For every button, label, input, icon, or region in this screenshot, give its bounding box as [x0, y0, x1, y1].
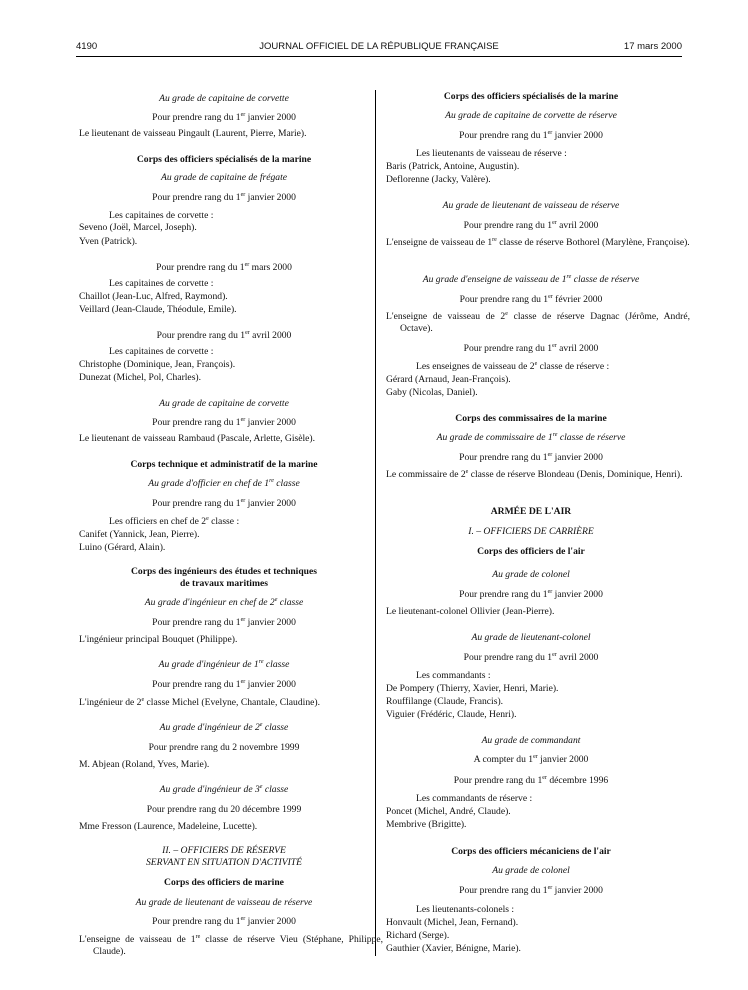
right-line: Pour prendre rang du 1er avril 2000: [463, 220, 599, 231]
right-grade-heading: Les lieutenants de vaisseau de réserve :: [416, 148, 567, 159]
right-grade-heading: Les commandants de réserve :: [416, 793, 533, 804]
left-line: M. Abjean (Roland, Yves, Marie).: [79, 759, 210, 770]
left-section-heading: L'enseigne de vaisseau de 1re classe de réserve Vieu (Stéphane, Philippe, Claude).: [79, 934, 383, 957]
left-grade-heading: Au grade de capitaine de corvette: [159, 398, 289, 409]
right-grade-heading: Au grade de commissaire de 1re classe de réserve: [436, 432, 626, 443]
left-grade-heading: Au grade d'ingénieur de 3e classe: [159, 784, 289, 795]
right-line: Pour prendre rang du 1er avril 2000: [463, 343, 599, 354]
left-section-heading: Corps des officiers spécialisés de la marine: [136, 154, 312, 165]
left-line: Seveno (Joël, Marcel, Joseph).: [79, 222, 197, 233]
right-line: Pour prendre rang du 1er décembre 1996: [453, 775, 609, 786]
left-line: Yven (Patrick).: [79, 236, 138, 247]
right-grade-heading: I. – OFFICIERS DE CARRIÈRE: [468, 526, 594, 537]
right-line: Gérard (Arnaud, Jean-François).: [386, 374, 511, 385]
left-grade-heading: Au grade d'ingénieur en chef de 2e classe: [144, 597, 304, 608]
right-grade-heading: Au grade de lieutenant-colonel: [471, 632, 591, 643]
right-section-heading: ARMÉE DE L'AIR: [490, 506, 572, 517]
right-section-heading: Le commissaire de 2e classe de réserve Blondeau (Denis, Dominique, Henri).: [386, 469, 683, 480]
right-line: Viguier (Frédéric, Claude, Henri).: [386, 709, 517, 720]
left-line: Pour prendre rang du 2 novembre 1999: [148, 742, 300, 753]
right-grade-heading: Au grade de commandant: [481, 735, 581, 746]
right-section-heading: Corps des commissaires de la marine: [455, 413, 607, 424]
right-section-heading: Corps des officiers de l'air: [477, 546, 585, 557]
left-line: Luino (Gérard, Alain).: [79, 542, 166, 553]
right-line: Membrive (Brigitte).: [386, 819, 467, 830]
left-section-heading: Corps des ingénieurs des études et techniques de travaux maritimes: [130, 566, 318, 589]
right-line: De Pompery (Thierry, Xavier, Henri, Marie).: [386, 683, 559, 694]
right-line: Pour prendre rang du 1er janvier 2000: [459, 452, 603, 463]
page-header: [76, 41, 682, 55]
left-line: Pour prendre rang du 1er janvier 2000: [152, 417, 296, 428]
left-line: Pour prendre rang du 1er janvier 2000: [152, 112, 296, 123]
right-section-heading: L'enseigne de vaisseau de 2e classe de réserve Dagnac (Jérôme, André, Octave).: [386, 311, 690, 334]
right-grade-heading: Au grade de colonel: [492, 865, 570, 876]
right-section-heading: Corps des officiers mécaniciens de l'air: [451, 846, 611, 857]
left-section-heading: Corps des officiers de marine: [164, 877, 284, 888]
left-grade-heading: Les capitaines de corvette :: [109, 346, 214, 357]
left-line: Pour prendre rang du 1er mars 2000: [156, 262, 292, 273]
right-grade-heading: Au grade de colonel: [492, 569, 570, 580]
left-line: L'ingénieur principal Bouquet (Philippe).: [79, 634, 238, 645]
left-line: Pour prendre rang du 1er janvier 2000: [152, 192, 296, 203]
issue-date: 17 mars 2000: [623, 41, 682, 52]
right-line: Deflorenne (Jacky, Valère).: [386, 174, 491, 185]
right-line: Le lieutenant-colonel Ollivier (Jean-Pierre).: [386, 606, 555, 617]
left-line: Chaillot (Jean-Luc, Alfred, Raymond).: [79, 291, 228, 302]
right-line: Rouffilange (Claude, Francis).: [386, 696, 504, 707]
left-grade-heading: Au grade d'officier en chef de 1re classe: [148, 478, 300, 489]
header-rule: [76, 56, 682, 57]
left-line: Pour prendre rang du 1er janvier 2000: [152, 916, 296, 927]
right-grade-heading: Les enseignes de vaisseau de 2e classe de réserve :: [416, 361, 610, 372]
left-grade-heading: Au grade de capitaine de corvette: [159, 93, 289, 104]
right-line: A compter du 1er janvier 2000: [473, 754, 589, 765]
left-grade-heading: Les officiers en chef de 2e classe :: [109, 516, 240, 527]
right-grade-heading: Les commandants :: [416, 670, 491, 681]
journal-title: JOURNAL OFFICIEL DE LA RÉPUBLIQUE FRANÇAISE: [259, 41, 499, 52]
right-line: Pour prendre rang du 1er janvier 2000: [459, 885, 603, 896]
left-line: Dunezat (Michel, Pol, Charles).: [79, 372, 202, 383]
left-line: Pour prendre rang du 1er janvier 2000: [152, 498, 296, 509]
right-line: Pour prendre rang du 1er février 2000: [459, 294, 603, 305]
left-line: Christophe (Dominique, Jean, François).: [79, 359, 236, 370]
left-line: Veillard (Jean-Claude, Théodule, Emile).: [79, 304, 237, 315]
right-grade-heading: Les lieutenants-colonels :: [416, 904, 515, 915]
right-line: Richard (Serge).: [386, 930, 450, 941]
right-grade-heading: Au grade de capitaine de corvette de réserve: [445, 110, 617, 121]
left-grade-heading: Au grade d'ingénieur de 2e classe: [159, 722, 289, 733]
right-grade-heading: Au grade d'enseigne de vaisseau de 1re classe de réserve: [422, 274, 640, 285]
right-line: Gaby (Nicolas, Daniel).: [386, 387, 478, 398]
left-line: Canifet (Yannick, Jean, Pierre).: [79, 529, 200, 540]
left-line: Pour prendre rang du 1er janvier 2000: [152, 617, 296, 628]
page-number: 4190: [76, 41, 98, 52]
left-grade-heading: Les capitaines de corvette :: [109, 210, 214, 221]
left-line: Pour prendre rang du 1er janvier 2000: [152, 679, 296, 690]
left-grade-heading: Au grade d'ingénieur de 1re classe: [158, 659, 290, 670]
left-section-heading: Corps technique et administratif de la marine: [130, 459, 318, 470]
left-line: Mme Fresson (Laurence, Madeleine, Lucette).: [79, 821, 258, 832]
right-line: Honvault (Michel, Jean, Fernand).: [386, 917, 519, 928]
left-line: Pour prendre rang du 1er avril 2000: [156, 330, 292, 341]
right-line: Poncet (Michel, André, Claude).: [386, 806, 511, 817]
right-line: Pour prendre rang du 1er janvier 2000: [459, 130, 603, 141]
right-line: Pour prendre rang du 1er janvier 2000: [459, 589, 603, 600]
left-line: Le lieutenant de vaisseau Pingault (Laurent, Pierre, Marie).: [79, 128, 307, 139]
left-grade-heading: Les capitaines de corvette :: [109, 278, 214, 289]
left-line: L'ingénieur de 2e classe Michel (Evelyne, Chantale, Claudine).: [79, 697, 320, 708]
right-grade-heading: Au grade de lieutenant de vaisseau de réserve: [442, 200, 620, 211]
right-line: Gauthier (Xavier, Bénigne, Marie).: [386, 943, 521, 954]
right-section-heading: Corps des officiers spécialisés de la marine: [443, 91, 619, 102]
right-line: Baris (Patrick, Antoine, Augustin).: [386, 161, 520, 172]
right-section-heading: L'enseigne de vaisseau de 1re classe de réserve Bothorel (Marylène, Françoise).: [386, 237, 690, 248]
left-grade-heading: II. – OFFICIERS DE RÉSERVE SERVANT EN SITUATION D'ACTIVITÉ: [145, 845, 302, 868]
left-grade-heading: Au grade de capitaine de frégate: [160, 172, 288, 183]
right-line: Pour prendre rang du 1er avril 2000: [463, 652, 599, 663]
left-grade-heading: Au grade de lieutenant de vaisseau de réserve: [135, 897, 313, 908]
left-line: Le lieutenant de vaisseau Rambaud (Pascale, Arlette, Gisèle).: [79, 433, 316, 444]
left-line: Pour prendre rang du 20 décembre 1999: [146, 804, 302, 815]
